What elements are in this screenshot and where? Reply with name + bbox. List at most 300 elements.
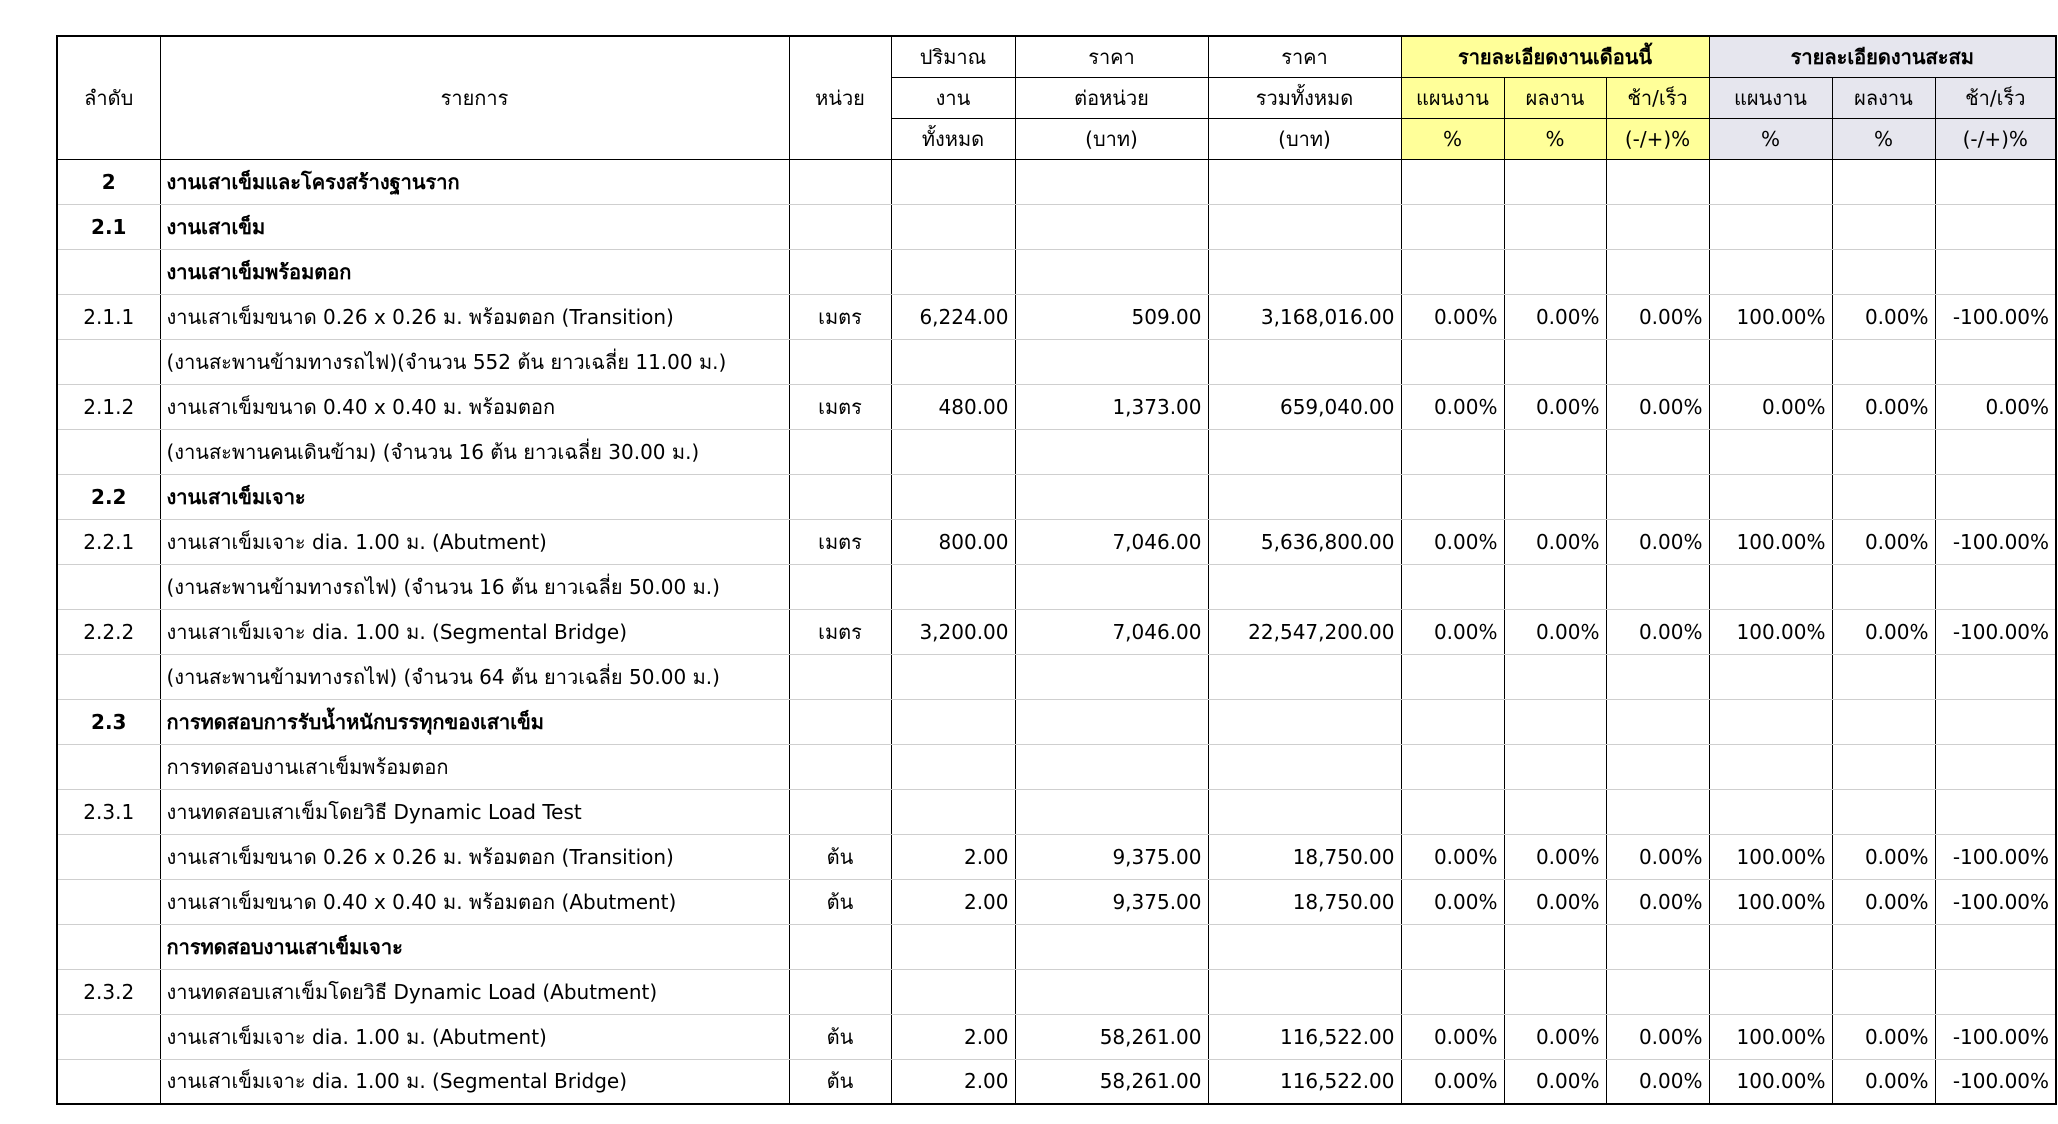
table-row	[57, 564, 2056, 609]
cell-total-price	[1208, 699, 1401, 744]
cell-item: งานเสาเข็มเจาะ dia. 1.00 ม. (Segmental Bridge)	[160, 1059, 789, 1104]
table-row	[57, 474, 2056, 519]
cell-unit-price	[1015, 159, 1208, 204]
header-price-line3: (บาท)	[1015, 118, 1208, 159]
cell-cum-result: 0.00%	[1832, 294, 1935, 339]
cell-month-plan	[1401, 429, 1504, 474]
cell-cum-plan	[1709, 654, 1832, 699]
cell-month-result	[1504, 744, 1606, 789]
cell-cum-result	[1832, 564, 1935, 609]
cell-quantity: 480.00	[891, 384, 1015, 429]
cell-total-price	[1208, 474, 1401, 519]
cell-item: งานเสาเข็มและโครงสร้างฐานราก	[160, 159, 789, 204]
cell-month-result: 0.00%	[1504, 1059, 1606, 1104]
cell-seq	[57, 339, 160, 384]
cell-item: งานเสาเข็มขนาด 0.40 x 0.40 ม. พร้อมตอก (Abutment)	[160, 879, 789, 924]
header-qty-line2: งาน	[891, 77, 1015, 118]
cell-month-plan	[1401, 699, 1504, 744]
cell-month-result: 0.00%	[1504, 879, 1606, 924]
cell-unit-price: 1,373.00	[1015, 384, 1208, 429]
cell-cum-diff: -100.00%	[1935, 879, 2056, 924]
cell-quantity: 800.00	[891, 519, 1015, 564]
cell-quantity	[891, 339, 1015, 384]
table-row	[57, 429, 2056, 474]
cell-cum-plan: 100.00%	[1709, 294, 1832, 339]
cell-cum-diff	[1935, 924, 2056, 969]
cell-unit: ต้น	[789, 1014, 891, 1059]
header-qty-line1: ปริมาณ	[891, 36, 1015, 77]
cell-month-result: 0.00%	[1504, 609, 1606, 654]
table-row	[57, 924, 2056, 969]
cell-quantity	[891, 474, 1015, 519]
cell-item: งานเสาเข็มพร้อมตอก	[160, 249, 789, 294]
header-month-diff: ช้า/เร็ว	[1606, 77, 1709, 118]
cell-cum-diff: -100.00%	[1935, 609, 2056, 654]
table-row	[57, 339, 2056, 384]
cell-month-diff	[1606, 789, 1709, 834]
cell-seq	[57, 1059, 160, 1104]
cell-seq	[57, 744, 160, 789]
header-price-line2: ต่อหน่วย	[1015, 77, 1208, 118]
cell-cum-plan	[1709, 924, 1832, 969]
header-qty-line3: ทั้งหมด	[891, 118, 1015, 159]
cell-quantity: 2.00	[891, 834, 1015, 879]
cell-seq: 2.2.2	[57, 609, 160, 654]
cell-quantity	[891, 744, 1015, 789]
cell-unit-price	[1015, 339, 1208, 384]
cell-cum-result	[1832, 159, 1935, 204]
header-price-line1: ราคา	[1015, 36, 1208, 77]
cell-month-plan: 0.00%	[1401, 294, 1504, 339]
cell-total-price	[1208, 339, 1401, 384]
cell-month-diff	[1606, 204, 1709, 249]
cell-month-plan	[1401, 474, 1504, 519]
cell-month-plan: 0.00%	[1401, 519, 1504, 564]
cell-seq	[57, 249, 160, 294]
cell-month-diff: 0.00%	[1606, 1059, 1709, 1104]
cell-seq: 2.3	[57, 699, 160, 744]
cell-month-result: 0.00%	[1504, 519, 1606, 564]
header-cum-plan: แผนงาน	[1709, 77, 1832, 118]
cell-item: งานเสาเข็มเจาะ dia. 1.00 ม. (Segmental Bridge)	[160, 609, 789, 654]
cell-unit-price: 7,046.00	[1015, 519, 1208, 564]
cell-quantity: 2.00	[891, 1059, 1015, 1104]
cell-item: งานเสาเข็มเจาะ dia. 1.00 ม. (Abutment)	[160, 1014, 789, 1059]
cell-total-price	[1208, 204, 1401, 249]
cell-unit	[789, 159, 891, 204]
table-row	[57, 609, 2056, 654]
cell-cum-diff: -100.00%	[1935, 1059, 2056, 1104]
table-row	[57, 969, 2056, 1014]
cell-month-plan: 0.00%	[1401, 879, 1504, 924]
table-row	[57, 519, 2056, 564]
cell-cum-result: 0.00%	[1832, 384, 1935, 429]
cell-total-price	[1208, 744, 1401, 789]
cell-unit-price	[1015, 969, 1208, 1014]
cell-total-price: 5,636,800.00	[1208, 519, 1401, 564]
header-month-plan-pct: %	[1401, 118, 1504, 159]
cell-item: (งานสะพานข้ามทางรถไฟ)(จำนวน 552 ต้น ยาวเฉลี่ย 11.00 ม.)	[160, 339, 789, 384]
cell-month-result: 0.00%	[1504, 384, 1606, 429]
cell-total-price: 116,522.00	[1208, 1014, 1401, 1059]
cell-month-result: 0.00%	[1504, 294, 1606, 339]
cell-cum-result	[1832, 744, 1935, 789]
cell-unit	[789, 969, 891, 1014]
cell-month-diff	[1606, 474, 1709, 519]
cell-unit: เมตร	[789, 384, 891, 429]
cell-cum-plan: 100.00%	[1709, 1014, 1832, 1059]
cell-month-plan: 0.00%	[1401, 1014, 1504, 1059]
cell-cum-diff	[1935, 339, 2056, 384]
cell-month-diff: 0.00%	[1606, 834, 1709, 879]
cell-total-price	[1208, 969, 1401, 1014]
cell-month-diff	[1606, 159, 1709, 204]
cell-cum-result	[1832, 429, 1935, 474]
header-cum-result: ผลงาน	[1832, 77, 1935, 118]
cell-item: งานเสาเข็มขนาด 0.26 x 0.26 ม. พร้อมตอก (Transition)	[160, 834, 789, 879]
cell-seq: 2.1.2	[57, 384, 160, 429]
cell-month-diff: 0.00%	[1606, 294, 1709, 339]
cell-total-price	[1208, 159, 1401, 204]
cell-month-plan	[1401, 204, 1504, 249]
cell-cum-result: 0.00%	[1832, 519, 1935, 564]
cell-seq	[57, 879, 160, 924]
cell-cum-diff: -100.00%	[1935, 1014, 2056, 1059]
cell-month-plan: 0.00%	[1401, 1059, 1504, 1104]
table-row	[57, 204, 2056, 249]
cell-unit-price: 9,375.00	[1015, 879, 1208, 924]
cell-quantity: 2.00	[891, 879, 1015, 924]
cell-cum-diff: -100.00%	[1935, 834, 2056, 879]
cell-month-diff	[1606, 564, 1709, 609]
cell-quantity	[891, 654, 1015, 699]
cell-month-result	[1504, 204, 1606, 249]
cell-cum-diff	[1935, 429, 2056, 474]
cell-month-diff	[1606, 654, 1709, 699]
cell-seq	[57, 654, 160, 699]
cell-month-plan: 0.00%	[1401, 384, 1504, 429]
cell-seq: 2.2.1	[57, 519, 160, 564]
cell-quantity	[891, 159, 1015, 204]
cell-cum-plan	[1709, 744, 1832, 789]
cell-item: งานทดสอบเสาเข็มโดยวิธี Dynamic Load (Abutment)	[160, 969, 789, 1014]
cell-item: งานเสาเข็มขนาด 0.40 x 0.40 ม. พร้อมตอก	[160, 384, 789, 429]
cell-cum-plan	[1709, 159, 1832, 204]
cell-unit	[789, 699, 891, 744]
cell-unit	[789, 249, 891, 294]
cell-month-result	[1504, 249, 1606, 294]
cell-seq	[57, 429, 160, 474]
cell-month-plan	[1401, 159, 1504, 204]
cell-cum-plan: 100.00%	[1709, 519, 1832, 564]
cell-month-diff: 0.00%	[1606, 1014, 1709, 1059]
cell-unit-price	[1015, 474, 1208, 519]
cell-item: (งานสะพานข้ามทางรถไฟ) (จำนวน 16 ต้น ยาวเฉลี่ย 50.00 ม.)	[160, 564, 789, 609]
cell-seq	[57, 924, 160, 969]
cell-cum-result	[1832, 654, 1935, 699]
cell-month-result	[1504, 924, 1606, 969]
cell-item: งานเสาเข็ม	[160, 204, 789, 249]
cell-unit	[789, 429, 891, 474]
cell-month-result: 0.00%	[1504, 834, 1606, 879]
cell-total-price: 22,547,200.00	[1208, 609, 1401, 654]
cell-unit-price	[1015, 564, 1208, 609]
cell-unit: เมตร	[789, 294, 891, 339]
cell-month-plan	[1401, 564, 1504, 609]
cell-cum-plan: 0.00%	[1709, 384, 1832, 429]
cell-seq	[57, 564, 160, 609]
cell-cum-result	[1832, 249, 1935, 294]
cell-month-plan	[1401, 969, 1504, 1014]
cell-total-price	[1208, 564, 1401, 609]
cell-cum-result: 0.00%	[1832, 1059, 1935, 1104]
cell-item: งานเสาเข็มเจาะ dia. 1.00 ม. (Abutment)	[160, 519, 789, 564]
table-body	[57, 159, 2056, 1104]
header-total-line3: (บาท)	[1208, 118, 1401, 159]
cell-cum-diff	[1935, 564, 2056, 609]
cell-month-result	[1504, 699, 1606, 744]
cell-unit-price	[1015, 699, 1208, 744]
table-header	[57, 36, 2056, 159]
cell-item: งานทดสอบเสาเข็มโดยวิธี Dynamic Load Test	[160, 789, 789, 834]
cell-unit	[789, 339, 891, 384]
cell-unit	[789, 654, 891, 699]
cell-cum-diff	[1935, 699, 2056, 744]
cell-unit	[789, 924, 891, 969]
header-item: รายการ	[160, 36, 789, 159]
cell-month-result	[1504, 564, 1606, 609]
cell-unit: เมตร	[789, 609, 891, 654]
cell-cum-diff	[1935, 789, 2056, 834]
header-cum-diff-pct: (-/+)%	[1935, 118, 2056, 159]
cell-quantity	[891, 789, 1015, 834]
cell-cum-diff: -100.00%	[1935, 519, 2056, 564]
cell-total-price	[1208, 924, 1401, 969]
cell-month-diff: 0.00%	[1606, 519, 1709, 564]
cell-quantity	[891, 564, 1015, 609]
cell-quantity: 3,200.00	[891, 609, 1015, 654]
cell-cum-diff	[1935, 204, 2056, 249]
cell-month-diff	[1606, 969, 1709, 1014]
cell-total-price	[1208, 654, 1401, 699]
cell-cum-result: 0.00%	[1832, 1014, 1935, 1059]
cell-total-price: 116,522.00	[1208, 1059, 1401, 1104]
cell-seq: 2	[57, 159, 160, 204]
cell-cum-plan: 100.00%	[1709, 879, 1832, 924]
cell-month-plan: 0.00%	[1401, 834, 1504, 879]
cell-month-result	[1504, 654, 1606, 699]
header-cum-diff: ช้า/เร็ว	[1935, 77, 2056, 118]
table-row	[57, 384, 2056, 429]
header-cumulative-group: รายละเอียดงานสะสม	[1709, 36, 2056, 77]
table-row	[57, 294, 2056, 339]
cell-cum-plan	[1709, 789, 1832, 834]
cell-month-diff: 0.00%	[1606, 879, 1709, 924]
cell-month-result	[1504, 789, 1606, 834]
cell-month-plan	[1401, 249, 1504, 294]
cell-quantity: 6,224.00	[891, 294, 1015, 339]
cell-cum-diff	[1935, 969, 2056, 1014]
cell-cum-diff: -100.00%	[1935, 294, 2056, 339]
cell-cum-plan: 100.00%	[1709, 834, 1832, 879]
cell-cum-plan	[1709, 699, 1832, 744]
cell-month-plan	[1401, 924, 1504, 969]
cell-unit-price: 509.00	[1015, 294, 1208, 339]
cell-total-price	[1208, 789, 1401, 834]
cell-seq	[57, 834, 160, 879]
header-month-result-pct: %	[1504, 118, 1606, 159]
cell-unit	[789, 474, 891, 519]
progress-report-table	[56, 35, 2057, 1105]
cell-unit	[789, 789, 891, 834]
cell-month-plan	[1401, 654, 1504, 699]
table-row	[57, 789, 2056, 834]
cell-seq: 2.1	[57, 204, 160, 249]
cell-cum-result	[1832, 699, 1935, 744]
cell-cum-result: 0.00%	[1832, 609, 1935, 654]
cell-unit-price	[1015, 924, 1208, 969]
cell-cum-plan: 100.00%	[1709, 609, 1832, 654]
header-month-diff-pct: (-/+)%	[1606, 118, 1709, 159]
table-row	[57, 159, 2056, 204]
cell-unit-price	[1015, 744, 1208, 789]
cell-unit-price: 58,261.00	[1015, 1014, 1208, 1059]
cell-unit: ต้น	[789, 879, 891, 924]
cell-item: งานเสาเข็มเจาะ	[160, 474, 789, 519]
header-month-result: ผลงาน	[1504, 77, 1606, 118]
cell-cum-result	[1832, 474, 1935, 519]
cell-unit: เมตร	[789, 519, 891, 564]
cell-month-plan: 0.00%	[1401, 609, 1504, 654]
cell-cum-result	[1832, 969, 1935, 1014]
cell-item: การทดสอบการรับน้ำหนักบรรทุกของเสาเข็ม	[160, 699, 789, 744]
cell-month-diff	[1606, 924, 1709, 969]
cell-seq: 2.2	[57, 474, 160, 519]
cell-item: งานเสาเข็มขนาด 0.26 x 0.26 ม. พร้อมตอก (Transition)	[160, 294, 789, 339]
cell-cum-plan	[1709, 564, 1832, 609]
header-seq: ลำดับ	[57, 36, 160, 159]
cell-unit: ต้น	[789, 834, 891, 879]
cell-cum-result: 0.00%	[1832, 834, 1935, 879]
table-row	[57, 1059, 2056, 1104]
header-total-line2: รวมทั้งหมด	[1208, 77, 1401, 118]
cell-cum-result	[1832, 339, 1935, 384]
table-row	[57, 744, 2056, 789]
table-row	[57, 654, 2056, 699]
cell-unit	[789, 204, 891, 249]
table-row	[57, 249, 2056, 294]
header-total-line1: ราคา	[1208, 36, 1401, 77]
cell-item: (งานสะพานคนเดินข้าม) (จำนวน 16 ต้น ยาวเฉลี่ย 30.00 ม.)	[160, 429, 789, 474]
cell-item: การทดสอบงานเสาเข็มพร้อมตอก	[160, 744, 789, 789]
cell-unit-price	[1015, 204, 1208, 249]
cell-total-price: 18,750.00	[1208, 834, 1401, 879]
cell-cum-diff	[1935, 654, 2056, 699]
cell-total-price: 3,168,016.00	[1208, 294, 1401, 339]
cell-seq	[57, 1014, 160, 1059]
cell-unit: ต้น	[789, 1059, 891, 1104]
cell-unit-price: 58,261.00	[1015, 1059, 1208, 1104]
cell-seq: 2.1.1	[57, 294, 160, 339]
cell-cum-result	[1832, 204, 1935, 249]
cell-month-diff	[1606, 429, 1709, 474]
cell-unit-price	[1015, 249, 1208, 294]
header-cum-result-pct: %	[1832, 118, 1935, 159]
cell-unit-price	[1015, 429, 1208, 474]
cell-unit-price	[1015, 789, 1208, 834]
table-row	[57, 879, 2056, 924]
cell-month-plan	[1401, 789, 1504, 834]
cell-quantity: 2.00	[891, 1014, 1015, 1059]
cell-cum-plan	[1709, 249, 1832, 294]
cell-cum-diff	[1935, 474, 2056, 519]
header-month-group: รายละเอียดงานเดือนนี้	[1401, 36, 1709, 77]
cell-month-result	[1504, 429, 1606, 474]
cell-month-result: 0.00%	[1504, 1014, 1606, 1059]
cell-item: (งานสะพานข้ามทางรถไฟ) (จำนวน 64 ต้น ยาวเฉลี่ย 50.00 ม.)	[160, 654, 789, 699]
cell-unit	[789, 744, 891, 789]
cell-cum-result	[1832, 789, 1935, 834]
cell-cum-plan	[1709, 339, 1832, 384]
cell-month-diff: 0.00%	[1606, 384, 1709, 429]
cell-cum-plan	[1709, 204, 1832, 249]
header-unit: หน่วย	[789, 36, 891, 159]
cell-item: การทดสอบงานเสาเข็มเจาะ	[160, 924, 789, 969]
cell-unit-price	[1015, 654, 1208, 699]
cell-month-diff	[1606, 339, 1709, 384]
cell-seq: 2.3.1	[57, 789, 160, 834]
cell-quantity	[891, 699, 1015, 744]
cell-cum-diff: 0.00%	[1935, 384, 2056, 429]
cell-quantity	[891, 924, 1015, 969]
cell-unit-price: 9,375.00	[1015, 834, 1208, 879]
cell-month-diff	[1606, 699, 1709, 744]
cell-quantity	[891, 429, 1015, 474]
cell-unit	[789, 564, 891, 609]
cell-cum-plan	[1709, 969, 1832, 1014]
cell-month-diff: 0.00%	[1606, 609, 1709, 654]
cell-total-price: 18,750.00	[1208, 879, 1401, 924]
cell-unit-price: 7,046.00	[1015, 609, 1208, 654]
cell-cum-result: 0.00%	[1832, 879, 1935, 924]
cell-month-diff	[1606, 249, 1709, 294]
table-row	[57, 1014, 2056, 1059]
cell-month-result	[1504, 159, 1606, 204]
cell-cum-diff	[1935, 159, 2056, 204]
cell-cum-diff	[1935, 249, 2056, 294]
cell-month-plan	[1401, 744, 1504, 789]
cell-month-diff	[1606, 744, 1709, 789]
cell-cum-plan	[1709, 474, 1832, 519]
cell-cum-diff	[1935, 744, 2056, 789]
cell-month-result	[1504, 339, 1606, 384]
cell-quantity	[891, 249, 1015, 294]
table-row	[57, 834, 2056, 879]
cell-total-price: 659,040.00	[1208, 384, 1401, 429]
cell-quantity	[891, 204, 1015, 249]
cell-month-result	[1504, 969, 1606, 1014]
header-cum-plan-pct: %	[1709, 118, 1832, 159]
header-month-plan: แผนงาน	[1401, 77, 1504, 118]
cell-cum-plan	[1709, 429, 1832, 474]
cell-month-result	[1504, 474, 1606, 519]
cell-month-plan	[1401, 339, 1504, 384]
cell-cum-result	[1832, 924, 1935, 969]
cell-seq: 2.3.2	[57, 969, 160, 1014]
table-row	[57, 699, 2056, 744]
cell-total-price	[1208, 249, 1401, 294]
cell-total-price	[1208, 429, 1401, 474]
